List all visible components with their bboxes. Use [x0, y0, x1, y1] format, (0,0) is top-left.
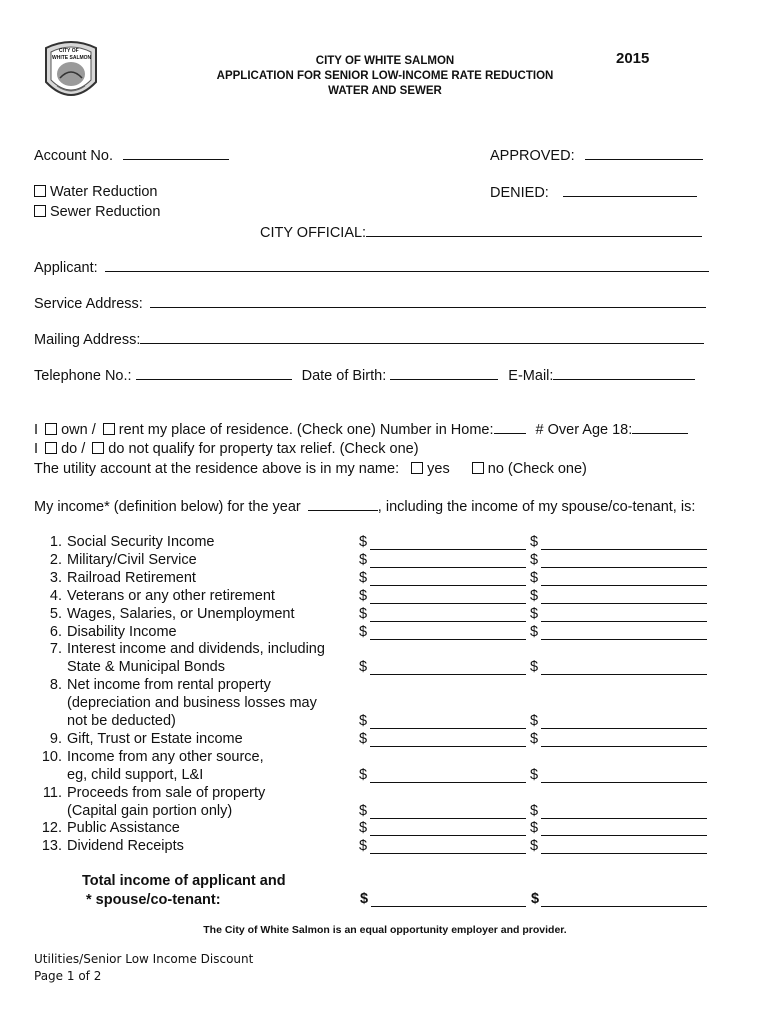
approved-row: [490, 147, 703, 164]
water-reduction-label: Water Reduction: [50, 184, 158, 200]
income-spouse-field[interactable]: [541, 674, 707, 675]
income-item-label: Disability Income: [67, 623, 177, 640]
income-item-label: Interest income and dividends, including: [67, 641, 325, 658]
total-applicant-field[interactable]: [371, 906, 526, 907]
document-name: Utilities/Senior Low Income Discount: [34, 952, 254, 966]
rent-checkbox[interactable]: [103, 423, 115, 435]
income-applicant-field[interactable]: [370, 674, 526, 675]
income-item-label: (depreciation and business losses may: [67, 695, 317, 712]
header-year: 2015: [616, 50, 650, 67]
income-item-label: (Capital gain portion only): [67, 802, 233, 819]
income-spouse-dollar: $: [530, 551, 539, 568]
income-item-number: 9.: [49, 730, 62, 747]
income-item-number: 4.: [49, 587, 62, 604]
income-spouse-field[interactable]: [541, 728, 707, 729]
income-spouse-dollar: $: [530, 569, 539, 586]
own-rent-prefix: I: [34, 422, 39, 438]
income-item-label: not be deducted): [67, 713, 176, 729]
income-applicant-dollar: $: [359, 551, 368, 568]
income-applicant-field[interactable]: [370, 746, 526, 747]
telephone-field[interactable]: [136, 367, 292, 380]
income-applicant-field[interactable]: [370, 835, 526, 836]
mailing-address-row: [34, 331, 704, 348]
income-spouse-field[interactable]: [541, 782, 707, 783]
applicant-label: Applicant:: [34, 260, 98, 276]
telephone-label: Telephone No.:: [34, 368, 132, 384]
income-applicant-field[interactable]: [370, 639, 526, 640]
city-official-label: CITY OFFICIAL:: [260, 225, 367, 241]
do-not-qualify-checkbox[interactable]: [92, 442, 104, 454]
income-item-label: Income from any other source,: [67, 748, 264, 765]
income-spouse-field[interactable]: [541, 549, 707, 550]
income-spouse-field[interactable]: [541, 603, 707, 604]
income-item-number: 11.: [42, 784, 62, 801]
income-item-number: 6.: [49, 623, 62, 640]
income-applicant-field[interactable]: [370, 853, 526, 854]
water-reduction-checkbox[interactable]: [34, 185, 46, 197]
income-item-label: Dividend Receipts: [67, 838, 184, 855]
dob-label: Date of Birth:: [301, 368, 387, 384]
account-row: [34, 147, 229, 164]
income-year-field[interactable]: [308, 498, 378, 511]
income-item-number: 2.: [49, 551, 62, 568]
income-item-number: 7.: [49, 641, 62, 658]
service-address-row: [34, 295, 706, 312]
income-item-label: eg, child support, L&I: [67, 766, 204, 783]
number-in-home-field[interactable]: [494, 421, 526, 434]
income-applicant-field[interactable]: [370, 567, 526, 568]
income-applicant-dollar: $: [359, 820, 368, 837]
income-spouse-dollar: $: [530, 534, 539, 550]
contact-row: [34, 367, 695, 384]
city-official-field[interactable]: [366, 224, 702, 237]
total-spouse-field[interactable]: [541, 906, 707, 907]
utility-account-row: [34, 461, 587, 477]
mailing-address-field[interactable]: [140, 331, 704, 344]
sewer-reduction-row: [34, 204, 160, 220]
income-item-label: Social Security Income: [67, 534, 215, 550]
yes-checkbox[interactable]: [411, 462, 423, 474]
income-spouse-dollar: $: [530, 838, 539, 855]
no-checkbox[interactable]: [472, 462, 484, 474]
own-rent-text: rent my place of residence. (Check one) Number in Home:: [118, 422, 494, 438]
income-spouse-dollar: $: [530, 587, 539, 604]
income-spouse-field[interactable]: [541, 585, 707, 586]
equal-opportunity-statement: The City of White Salmon is an equal opportunity employer and provider.: [203, 924, 567, 936]
own-rent-row: [34, 421, 688, 438]
income-spouse-dollar: $: [530, 623, 539, 640]
income-applicant-field[interactable]: [370, 818, 526, 819]
income-item-label: Wages, Salaries, or Unemployment: [67, 605, 295, 622]
income-applicant-dollar: $: [359, 766, 368, 783]
applicant-row: [34, 259, 709, 276]
income-item-number: 12.: [41, 820, 62, 837]
income-item-number: 13.: [41, 838, 62, 855]
income-applicant-field[interactable]: [370, 621, 526, 622]
income-spouse-field[interactable]: [541, 818, 707, 819]
income-spouse-field[interactable]: [541, 853, 707, 854]
income-applicant-dollar: $: [359, 534, 368, 550]
income-spouse-field[interactable]: [541, 621, 707, 622]
dob-field[interactable]: [390, 367, 498, 380]
sewer-reduction-label: Sewer Reduction: [50, 204, 161, 220]
income-spouse-field[interactable]: [541, 567, 707, 568]
income-applicant-dollar: $: [359, 730, 368, 747]
total-label: [82, 872, 286, 910]
header-city: CITY OF WHITE SALMON: [315, 55, 455, 67]
seal-text-ring: WHITE SALMON: [52, 55, 92, 61]
city-official-row: [260, 224, 702, 241]
income-spouse-field[interactable]: [541, 639, 707, 640]
income-intro-text-b: , including the income of my spouse/co-tenant, is:: [377, 499, 696, 515]
income-item-label: Railroad Retirement: [67, 569, 196, 586]
income-applicant-dollar: $: [359, 713, 368, 729]
yes-label: yes: [427, 461, 450, 477]
no-label: no (Check one): [487, 461, 587, 477]
income-applicant-dollar: $: [359, 587, 368, 604]
denied-label: DENIED:: [490, 185, 549, 201]
total-label-line1: Total income of applicant and: [82, 873, 286, 889]
income-item-label: State & Municipal Bonds: [67, 659, 225, 676]
water-reduction-row: [34, 184, 157, 200]
income-spouse-field[interactable]: [541, 835, 707, 836]
income-applicant-field[interactable]: [370, 585, 526, 586]
account-field[interactable]: [123, 147, 229, 160]
total-applicant-dollar: $: [360, 891, 369, 907]
service-address-field[interactable]: [150, 295, 706, 308]
income-spouse-dollar: $: [530, 713, 539, 729]
approved-label: APPROVED:: [490, 148, 575, 164]
approved-field[interactable]: [585, 147, 703, 160]
income-intro-row: [34, 498, 695, 515]
do-qualify-checkbox[interactable]: [45, 442, 57, 454]
income-intro-text-a: My income* (definition below) for the year: [34, 499, 301, 515]
account-label: Account No.: [34, 148, 113, 164]
header-title: APPLICATION FOR SENIOR LOW-INCOME RATE REDUCTION: [216, 70, 554, 82]
over-age-label: # Over Age 18:: [535, 422, 633, 438]
income-spouse-dollar: $: [530, 802, 539, 819]
service-address-label: Service Address:: [34, 296, 143, 312]
denied-field[interactable]: [563, 184, 697, 197]
income-spouse-dollar: $: [530, 730, 539, 747]
income-spouse-dollar: $: [530, 766, 539, 783]
applicant-field[interactable]: [105, 259, 709, 272]
income-applicant-field[interactable]: [370, 782, 526, 783]
income-spouse-field[interactable]: [541, 746, 707, 747]
income-applicant-dollar: $: [359, 569, 368, 586]
income-applicant-dollar: $: [359, 623, 368, 640]
income-spouse-dollar: $: [530, 605, 539, 622]
utility-account-text: The utility account at the residence above is in my name:: [34, 461, 400, 477]
income-applicant-field[interactable]: [370, 728, 526, 729]
total-spouse-dollar: $: [531, 891, 540, 907]
income-item-label: Public Assistance: [67, 820, 180, 837]
own-label: own /: [61, 422, 96, 438]
tax-relief-text: do not qualify for property tax relief. (Check one): [108, 441, 419, 457]
income-applicant-dollar: $: [359, 659, 368, 676]
page-number: Page 1 of 2: [34, 969, 102, 983]
income-item-number: 3.: [49, 569, 62, 586]
income-item-label: Proceeds from sale of property: [67, 784, 266, 801]
do-qualify-label: do /: [61, 441, 86, 457]
denied-row: [490, 184, 697, 201]
email-label: E-Mail:: [508, 368, 554, 384]
income-applicant-dollar: $: [359, 838, 368, 855]
income-item-label: Military/Civil Service: [67, 551, 197, 568]
income-item-number: 10.: [41, 748, 62, 765]
sewer-reduction-checkbox[interactable]: [34, 205, 46, 217]
income-applicant-dollar: $: [359, 802, 368, 819]
own-checkbox[interactable]: [45, 423, 57, 435]
tax-relief-prefix: I: [34, 441, 39, 457]
city-seal-logo: [40, 38, 102, 104]
income-applicant-field[interactable]: [370, 549, 526, 550]
tax-relief-row: [34, 441, 419, 457]
total-label-line2: * spouse/co-tenant:: [86, 892, 221, 908]
income-item-label: Veterans or any other retirement: [67, 587, 275, 604]
email-field[interactable]: [553, 367, 695, 380]
mailing-address-label: Mailing Address:: [34, 332, 141, 348]
income-applicant-field[interactable]: [370, 603, 526, 604]
over-age-field[interactable]: [632, 421, 688, 434]
income-item-label: Net income from rental property: [67, 677, 271, 694]
seal-text-top: CITY OF: [59, 48, 79, 54]
income-item-number: 5.: [49, 605, 62, 622]
income-spouse-dollar: $: [530, 659, 539, 676]
header-subtitle: WATER AND SEWER: [328, 85, 442, 97]
income-spouse-dollar: $: [530, 820, 539, 837]
income-item-label: Gift, Trust or Estate income: [67, 730, 243, 747]
income-item-number: 1.: [49, 534, 62, 550]
income-applicant-dollar: $: [359, 605, 368, 622]
income-item-number: 8.: [49, 677, 62, 694]
header-block: [160, 54, 610, 99]
